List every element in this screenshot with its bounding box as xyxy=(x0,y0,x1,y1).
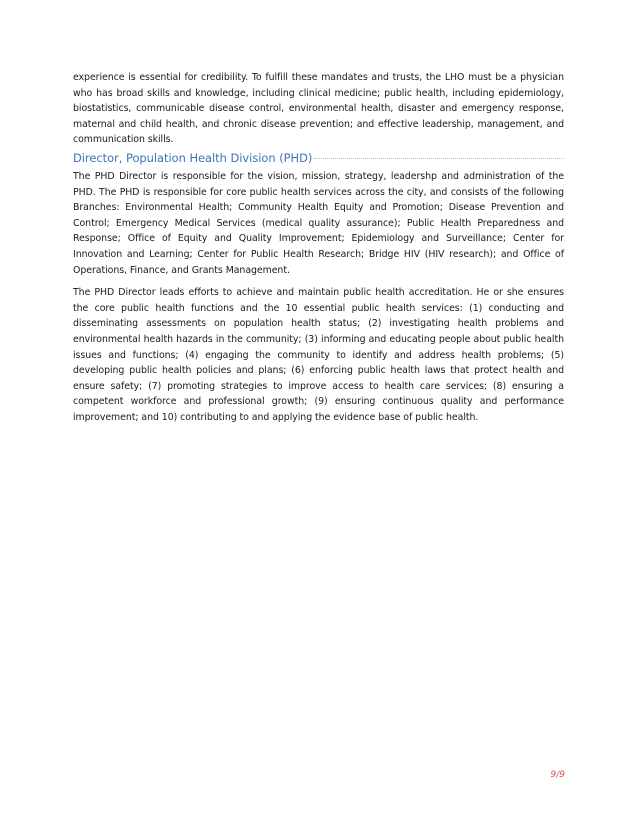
section-heading: Director, Population Health Division (PHD) xyxy=(73,150,313,165)
dotted-leader xyxy=(314,158,564,159)
body-paragraph: The PHD Director is responsible for the vision, mission, strategy, leadershp and administration of the PHD. The PHD is responsible for core public health services across the city, and consists of the following Branches: Environmental Health; Community Health Equity and Promotion; Disease Prevention and Control; Emergency Medical Services (medical quality assurance); Public Health Preparedness and Response; Office of Equity and Quality Improvement; Epidemiology and Surveillance; Center for Innovation and Learning; Center for Public Health Research; Bridge HIV (HIV research); and Office of Operations, Finance, and Grants Management. xyxy=(73,170,564,276)
body-paragraph: experience is essential for credibility. To fulfill these mandates and trusts, the LHO must be a physician who has broad skills and knowledge, including clinical medicine; public health, including epidemiology, biostatistics, communicable disease control, environmental health, disaster and emergency response, maternal and child health, and chronic disease prevention; and effective leadership, management, and communication skills. xyxy=(73,72,564,146)
page-number: 9/9 xyxy=(550,770,565,780)
document-page xyxy=(73,70,564,425)
body-paragraph: The PHD Director leads efforts to achieve and maintain public health accreditation. He or she ensures the core public health functions and the 10 essential public health services: (1) conducting and disseminating assessments on population health status; (2) investigating health problems and environmental health hazards in the community; (3) informing and educating people about public health issues and functions; (4) engaging the community to identify and address health problems; (5) developing public health policies and plans; (6) enforcing public health laws that protect health and ensure safety; (7) promoting strategies to improve access to health care services; (8) ensuring a competent workforce and professional growth; (9) ensuring continuous quality and performance improvement; and 10) contributing to and applying the evidence base of public health. xyxy=(73,287,564,423)
section-heading-row xyxy=(73,151,564,168)
